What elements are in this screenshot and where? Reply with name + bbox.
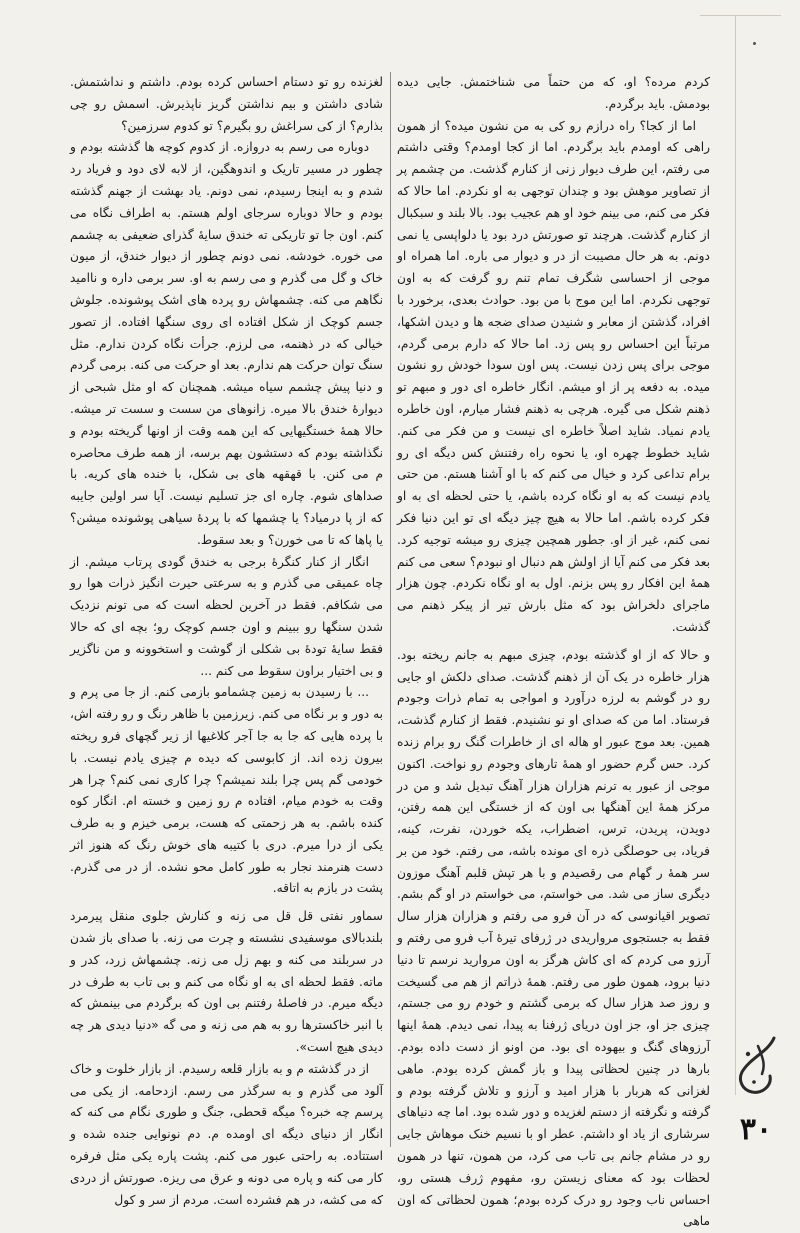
paragraph: لغزنده رو تو دستام احساس کرده بودم. داشتم و نداشتمش. شادی داشتن و بیم نداشتن گریز ناپذیرش. اسمش رو چی بذارم؟ از کی سراغش رو بگیرم؟ تو کدوم سرزمین؟ (70, 75, 383, 133)
paragraph: سماور نفتی قل قل می زنه و کنارش جلوی منقل پیرمرد بلندبالای موسفیدی نشسته و چرت می زنه. با صدای باز شدن در سربلند می کنه و بهم زل می زنه. چشمهاش زرد، کدر و ماته. فقط لحظه ای به او نگاه می کنم و بی تاب به طرف در دیگه میرم. در فاصلهٔ رفتنم بی اون که برگردم می بینمش که با انبر خاکسترها رو به هم می زنه و می گه «دنیا دیدی هر چه دیدی هیچ است». (70, 909, 383, 1055)
left-text-column (70, 72, 383, 1207)
paragraph: دوباره می رسم به دروازه. از کدوم کوچه ها گذشته بودم و چطور در مسیر تاریک و اندوهگین، از لابه لای دود و فریاد رد شدم و به اینجا رسیدم، نمی دونم. یاد بهشت از جهنم گذشته بودم و حالا دوباره سرجای اولم هستم. به اطراف نگاه می کنم. اون جا تو تاریکی ته خندق سایهٔ گذرای ضعیفی به چشمم می خوره. خودشه. نمی دونم چطور از دیوار خندق، از میون خاک و گل می گذرم و می رسم به او. سر برمی داره و ناامید نگاهم می کنه. چشمهاش رو پرده های اشک پوشونده. جلوش جسم کوچک از شکل افتاده ای روی سنگها افتاده. از تصور خیالی که در ذهنمه، می لرزم. جرأت نگاه کردن ندارم. مثل سنگ توان حرکت هم ندارم. بعد او حرکت می کنه. برمی گردم و دنیا پیش چشمم سیاه میشه. همچنان که او مثل شبحی از دیوارهٔ خندق بالا میره. زانوهای من سست و سست تر میشه. حالا همهٔ خستگیهایی که این همه وقت از اونها گریخته بودم و نگذاشته بودم که دستشون بهم برسه، از همه طرف محاصره م می کنن. با قهقهه های بی شکل، با خنده های کریه. با صداهای شوم. چاره ای جز تسلیم نیست. آیا سر اولین جایبه که از پا درمیاد؟ یا چشمها که با پردهٔ سیاهی پوشونده میشن؟ یا پاها که تا می خورن؟ و بعد سقوط. (70, 140, 383, 547)
paragraph: کردم مرده؟ او، که من حتماً می شناختمش. جایی دیده بودمش. باید برگردم. (397, 75, 710, 111)
paragraph: اما از کجا؟ راه درازم رو کی به من نشون میده؟ از همون راهی که اومدم باید برگردم. اما از کجا اومدم؟ وقتی داشتم می رفتم، این طرف دیوار زنی از کنارم گذشت. من چشمم پر از تصاویر موهش بود و چندان توجهی به او نکردم. اما حالا که فکر می کنم، می بینم خود او هم عجیب بود. بالا بلند و سبکبال از کنارم گذشت. هرچند تو صورتش درد بود یا دلواپسی یا نمی دونم. به هر حال مصیبت از در و دیوار می باره. اما همراه او موجی از احساسی شگرف تمام تنم رو گرفت که به اون توجهی نکردم. اما این موج با من بود. حوادث بعدی، برخورد با افراد، گذشتن از معابر و شنیدن صدای ضجه ها و دیدن اشکها، مرتباً این احساس رو پس زد. اما حالا که دارم برمی گردم، موجی برای پس زدن نیست. پس اون سودا خودش رو نشون میده. به دفعه پر از او میشم. انگار خاطره ای دور و مبهم تو ذهنم شکل می گیره. هرچی به ذهنم فشار میارم، اون خاطره یادم نمیاد. شاید اصلاً خاطره ای نیست و من فکر می کنم. شاید خطوط چهره او، یا نحوه راه رفتنش کس دیگه ای رو برام تداعی کرد و خیال می کنم که با او آشنا هستم. من حتی یادم نیست که به او نگاه کرده باشم، یا حتی لحظه ای به او فکر کرده باشم. اما حالا به هیچ چیز دیگه ای تو این دنیا فکر نمی کنم، غیر از او. جطور همچین چیزی رو میشه توجیه کرد. بعد فکر می کنم آیا از اولش هم دنبال او نبودم؟ سعی می کنم همهٔ این افکار رو پس بزنم. اول به او نگاه نکردم. چون هزار ماجرای دلخراش بود که مثل بارش تیر از پیکر ذهنم می گذشت. (397, 118, 710, 634)
right-text-column (397, 72, 710, 1229)
kerman-logo (728, 1032, 786, 1102)
margin-mark (753, 42, 756, 45)
paragraph: ... با رسیدن به زمین چشمامو بازمی کنم. از جا می پرم و به دور و بر نگاه می کنم. زیرزمین با ظاهر رنگ و رو رفته اش، با پرده هایی که جا به جا آجر کلاغیها از زیر گچهای فرو ریخته بیرون زده اند. از کابوسی که دیده م چیزی یادم نیست. با خودمی گم پس چرا بلند نمیشم؟ چرا کاری نمی کنم؟ چرا هر وقت به خودم میام، افتاده م رو زمین و خسته ام. انگار کوه کنده باشم. به هر زحمتی که هست، برمی خیزم و به طرف یکی از درا میرم. دری با کتیبه های خوش رنگ که هنوز اثر دست هنرمند نجار به طور کامل محو نشده. از در می گذرم. پشت در بازم به اتاقه. (70, 685, 383, 896)
page-number: ۳۰ (739, 1112, 773, 1147)
paragraph: و حالا که از او گذشته بودم، چیزی مبهم به جانم ریخته بود. هزار خاطره در یک آن از ذهنم گذشت. صدای دلکش او جایی رو در گوشم به لرزه درآورد و امواجی به تمام ذرات وجودم فرستاد. اما من که صدای او نو نشنیدم. فقط از کنارم گذشت، همین. بعد موج عبور او هاله ای از خاطرات گنگ رو برام زنده کرد. حس گرم حضور او همهٔ تارهای وجودم رو نواخت. اکنون موجی از عبور به ترنم هزاران هزار آهنگ تبدیل شد و من در مرکز همهٔ این آهنگها بی اون که از خستگی این همه رفتن، دویدن، پریدن، ترس، اضطراب، یکه خوردن، نفرت، کینه، فریاد، بی حوصلگی ذره ای مونده باشه، می رفتم. خود من بر سر همهٔ ر گهام می رقصیدم و با هر تپش قلبم آهنگ موزون دیگری ساز می شد. می خواستم، می خواستم در او گم بشم. تصویر اقیانوسی که در آن فرو می رفتم و هزاران هزار سال فقط به جستجوی مرواریدی در ژرفای تیرهٔ آب فرو می رفتم و آرزو می کردم که ای کاش هرگز به اون مروارید نرسم تا دنیا دنیا برود، همون طور می رفتم. همهٔ ذراتم از هم می گسیخت و روز صد هزار سال که برمی گشتم و خودم رو می جستم، چیزی جز او، جز اون دریای ژرفنا به پیدا، نمی دیدم. همهٔ اینها آرزوهای گنگ و بیهوده ای بود. من اونو از دست داده بودم. بارها در چنین لحظاتی پیدا و باز گمش کرده بودم. ماهی لغزانی که هربار با هزار امید و آرزو و تلاش گرفته بودم و گرفته و نگرفته از دستم لغزیده و دور شده بود. اما چه دنیاهای سرشاری از یاد او داشتم. عطر او با نسیم خنک موهاش جایی رو در مشام جانم بی تاب می کرد، من همون، تنها در همون لحظات بود که معنای زیستن رو، مفهوم ژرف هستی رو، احساس ناب وجود رو درک کرده بودم؛ همون لحظاتی که اون ماهی (397, 647, 710, 1229)
margin-decoration (735, 15, 782, 1095)
column-divider (390, 72, 391, 1147)
paragraph: انگار از کنار کنگرهٔ برجی به خندق گودی پرتاب میشم. از چاه عمیقی می گذرم و به سرعتی حیرت انگیز ذرات هوا رو می شکافم. فقط در آخرین لحظه است که می تونم نزدیک شدن سنگها رو ببینم و اون جسم کوچک رو؛ بچه ای که حالا فقط سایهٔ تودهٔ بی شکلی از گوشت و استخوونه و من ناگزیر و بی اختیار براون سقوط می کنم ... (70, 554, 383, 678)
paragraph: از در گذشته م و به بازار قلعه رسیدم. از بازار خلوت و خاک آلود می گذرم و به سرگذر می رسم. ازدحامه. از یکی می پرسم چه خبره؟ میگه قحطی، جنگ و طوری نگام می کنه که انگار از دنیای دیگه ای اومده م. دم نونوایی جنده شده و استتاده. به راحتی عبور می کنم. پشت پاره یکی مثل فرفره کار می کنه و پاره می دونه و عرق می ریزه. صورتش از دردی که می کشه، در هم فشرده است. مردم از سر و کول (70, 1061, 383, 1207)
